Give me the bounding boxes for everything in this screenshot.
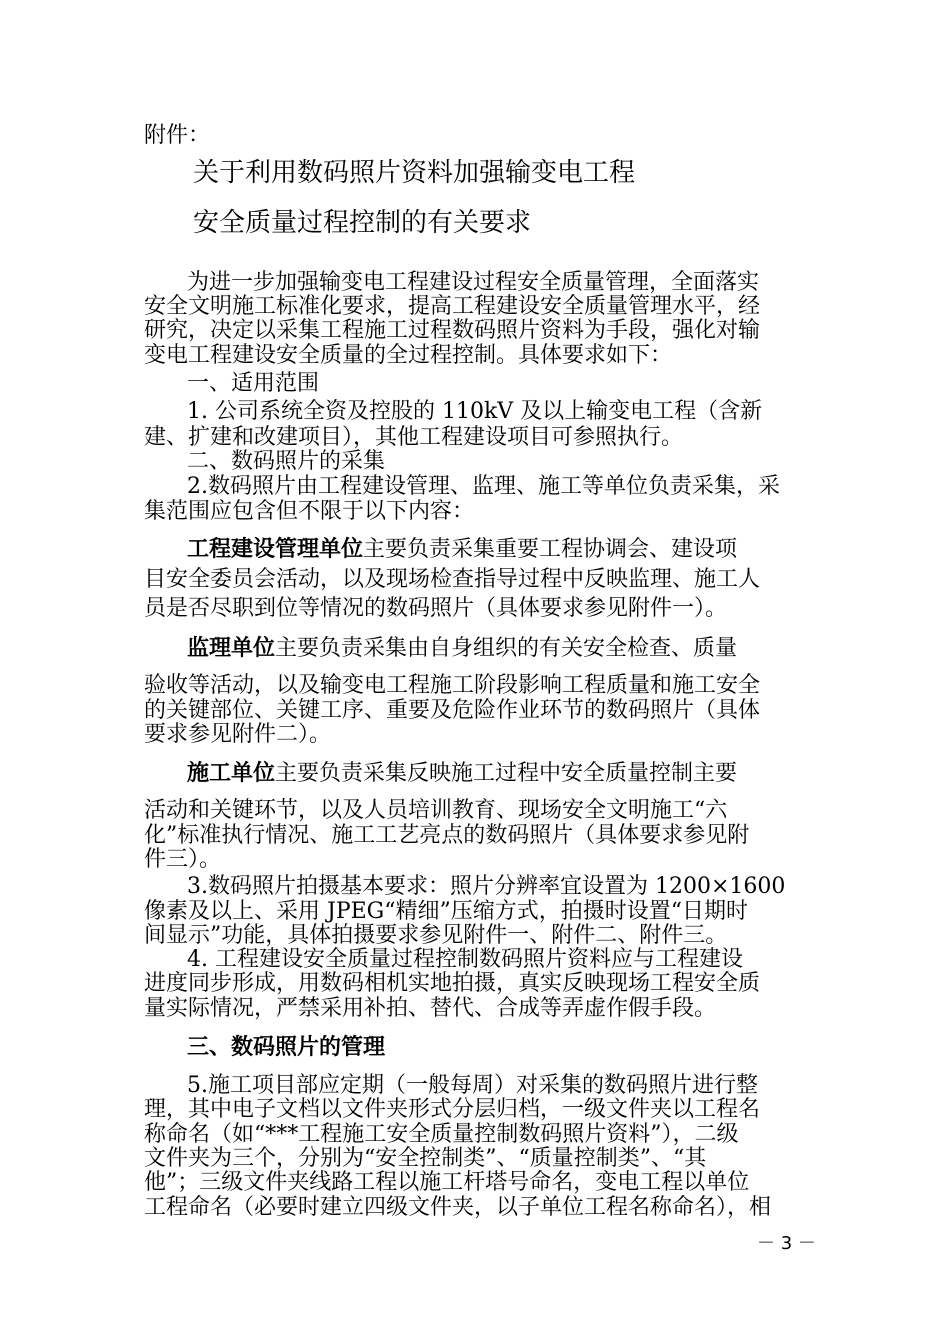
body-line: 1. 公司系统全资及控股的 110kV 及以上输变电工程（含新	[187, 399, 763, 424]
body-line-with-term: 监理单位主要负责采集由自身组织的有关安全检查、质量	[187, 636, 738, 661]
body-line: 员是否尽职到位等情况的数码照片（具体要求参见附件一）。	[144, 596, 728, 621]
body-line: 理，其中电子文档以文件夹形式分层归档，一级文件夹以工程名	[144, 1097, 761, 1122]
body-line: 4. 工程建设安全质量过程控制数码照片资料应与工程建设	[187, 947, 743, 972]
body-line: 建、扩建和改建项目），其他工程建设项目可参照执行。	[144, 425, 684, 450]
section-heading: 二、数码照片的采集	[187, 449, 386, 474]
attachment-label: 附件：	[144, 123, 211, 148]
body-line: 验收等活动，以及输变电工程施工阶段影响工程质量和施工安全	[144, 673, 761, 698]
body-line: 称命名（如“***工程施工安全质量控制数码照片资料”），二级	[144, 1122, 739, 1147]
body-line: 文件夹为三个，分别为“安全控制类”、“质量控制类”、“其	[144, 1146, 707, 1171]
bold-term: 施工单位	[187, 761, 276, 786]
bold-term: 监理单位	[187, 636, 276, 661]
body-line: 为进一步加强输变电工程建设过程安全质量管理，全面落实	[187, 270, 760, 295]
body-line: 目安全委员会活动，以及现场检查指导过程中反映监理、施工人	[144, 567, 761, 592]
body-line: 安全文明施工标准化要求，提高工程建设安全质量管理水平，经	[144, 294, 761, 319]
body-line: 集范围应包含但不限于以下内容：	[144, 499, 475, 524]
body-line: 要求参见附件二）。	[144, 722, 332, 747]
body-line: 的关键部位、关键工序、重要及危险作业环节的数码照片（具体	[144, 698, 761, 723]
body-line: 活动和关键环节，以及人员培训教育、现场安全文明施工“六	[144, 798, 728, 823]
body-line: 2.数码照片由工程建设管理、监理、施工等单位负责采集，采	[187, 474, 780, 499]
bold-term: 工程建设管理单位	[187, 537, 364, 562]
section-heading: 一、适用范围	[187, 371, 320, 396]
section-heading-bold: 三、数码照片的管理	[187, 1035, 386, 1060]
page-number: － 3 －	[757, 1233, 816, 1254]
body-line: 变电工程建设安全质量的全过程控制。具体要求如下：	[144, 343, 673, 368]
body-line: 间显示”功能，具体拍摄要求参见附件一、附件二、附件三。	[144, 923, 728, 948]
body-line-with-term: 施工单位主要负责采集反映施工过程中安全质量控制主要	[187, 761, 738, 786]
body-line: 研究，决定以采集工程施工过程数码照片资料为手段，强化对输	[144, 318, 761, 343]
document-title-line-1: 关于利用数码照片资料加强输变电工程	[193, 158, 636, 188]
document-title-line-2: 安全质量过程控制的有关要求	[193, 208, 532, 238]
body-line: 他”；三级文件夹线路工程以施工杆塔号命名，变电工程以单位	[144, 1170, 750, 1195]
body-line: 件三）。	[144, 847, 222, 872]
body-line: 量实际情况，严禁采用补拍、替代、合成等弄虚作假手段。	[144, 996, 717, 1021]
body-line: 5.施工项目部应定期（一般每周）对采集的数码照片进行整	[187, 1073, 758, 1098]
body-line: 3.数码照片拍摄基本要求：照片分辨率宜设置为 1200×1600	[187, 874, 786, 899]
body-line-with-term: 工程建设管理单位主要负责采集重要工程协调会、建设项	[187, 537, 738, 562]
body-line: 化”标准执行情况、施工工艺亮点的数码照片（具体要求参见附	[144, 823, 750, 848]
body-line: 像素及以上、采用 JPEG“精细”压缩方式，拍摄时设置“日期时	[144, 899, 748, 924]
body-line: 工程命名（必要时建立四级文件夹，以子单位工程名称命名），相	[144, 1195, 772, 1220]
body-line: 进度同步形成，用数码相机实地拍摄，真实反映现场工程安全质	[144, 971, 761, 996]
